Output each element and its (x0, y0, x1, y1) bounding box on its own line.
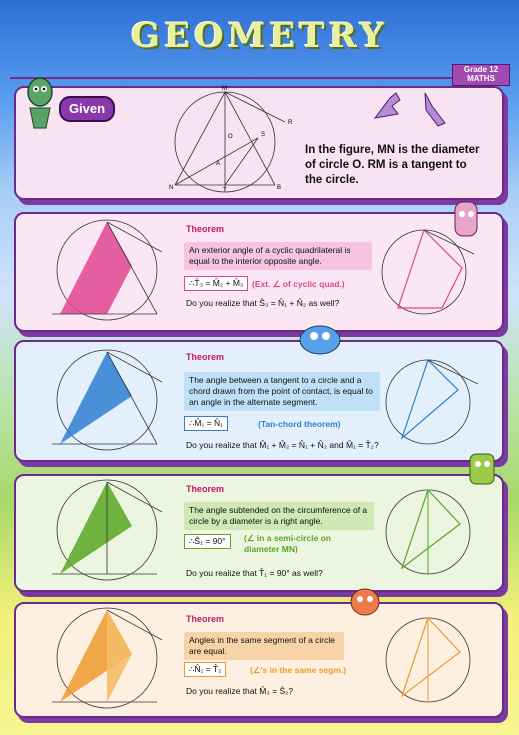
grade-label: Grade 12 (463, 65, 499, 74)
mascot-pink-icon (445, 196, 495, 246)
theorem-3-small-figure (380, 484, 480, 578)
theorem-3-figure (22, 478, 172, 584)
theorem-3-label: Theorem (186, 484, 225, 494)
given-badge: Given (59, 96, 115, 122)
theorem-3-question: Do you realize that T̂₁ = 90° as well? (186, 568, 323, 578)
title-rule (10, 77, 452, 79)
hands-icon (370, 88, 450, 128)
theorem-4-reason: (∠'s in the same segm.) (250, 665, 347, 675)
theorem-2-small-figure (380, 354, 480, 448)
theorem-3-reason: (∠ in a semi-circle on diameter MN) (244, 533, 331, 554)
theorem-3-formula: ∴Ŝ₁ = 90° (184, 534, 231, 549)
mascot-icon (16, 72, 66, 132)
theorem-4-label: Theorem (186, 614, 225, 624)
theorem-4-figure (22, 606, 172, 712)
theorem-4-formula: ∴N̂₁ = T̂₂ (184, 662, 226, 677)
label-r: R (288, 120, 293, 126)
theorem-3-statement: The angle subtended on the circumference of a circle by a diameter is a right angle. (184, 502, 374, 530)
subject-label: MATHS (467, 74, 495, 83)
label-b: B (277, 185, 282, 191)
mascot-green-icon (462, 448, 502, 498)
given-figure (140, 86, 300, 194)
label-n: N (169, 185, 174, 191)
theorem-2-question: Do you realize that M̂₁ + M̂₂ = N̂₁ + N̂₂ and M̂₁ = T̂₂? (186, 440, 379, 450)
label-s: S (261, 132, 266, 138)
theorem-4-question: Do you realize that M̂₃ = Ŝ₂? (186, 686, 294, 696)
theorem-1-formula: ∴T̂₃ = M̂₂ + M̂₃ (184, 276, 248, 291)
theorem-4-statement: Angles in the same segment of a circle are equal. (184, 632, 344, 660)
label-m: M (222, 86, 227, 92)
theorem-2-reason: (Tan-chord theorem) (258, 419, 341, 429)
theorem-2-label: Theorem (186, 352, 225, 362)
theorem-4-small-figure (380, 612, 480, 706)
theorem-1-statement: An exterior angle of a cyclic quadrilateral is equal to the interior opposite angle. (184, 242, 372, 270)
theorem-1-question: Do you realize that Ŝ₃ = N̂₁ + N̂₂ as well? (186, 298, 340, 308)
theorem-2-statement: The angle between a tangent to a circle and a chord drawn from the point of contact, is equal to an angle in the alternate segment. (184, 372, 380, 411)
mascot-blue-icon (290, 320, 350, 360)
theorem-1-label: Theorem (186, 224, 225, 234)
theorem-2-figure (22, 348, 172, 454)
label-o: O (228, 134, 233, 140)
page-title: GEOMETRY (131, 16, 388, 56)
grade-badge (452, 64, 510, 86)
given-text: In the figure, MN is the diameter of circle O. RM is a tangent to the circle. (305, 144, 480, 186)
theorem-1-figure (22, 218, 172, 324)
label-a: A (216, 161, 221, 167)
theorem-2-formula: ∴M̂₁ = N̂₁ (184, 416, 228, 431)
mascot-orange-icon (340, 582, 390, 628)
label-t: T (223, 188, 227, 194)
theorem-1-reason: (Ext. ∠ of cyclic quad.) (252, 279, 345, 289)
